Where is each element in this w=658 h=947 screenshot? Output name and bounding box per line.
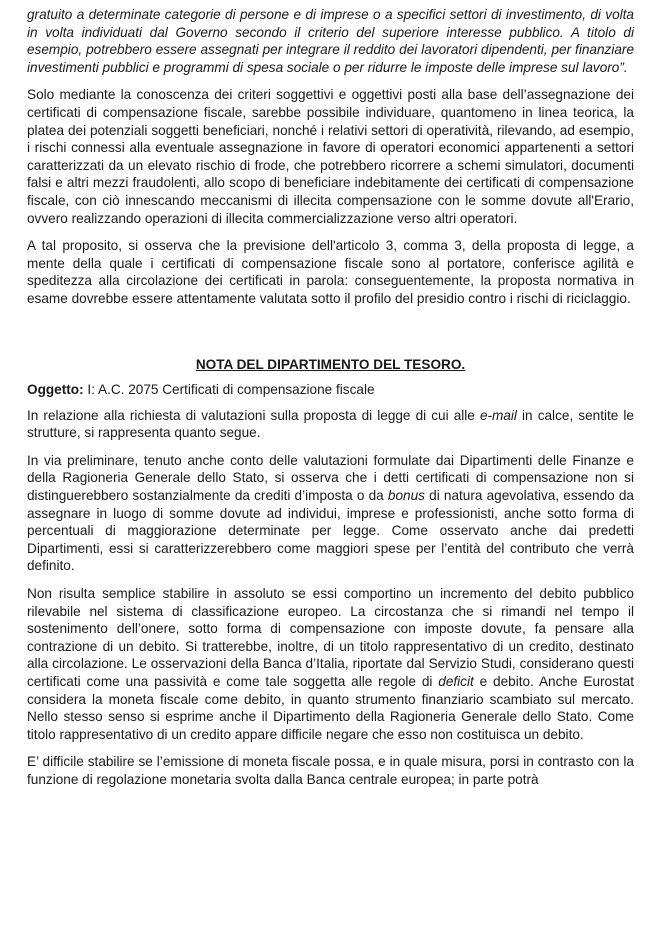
note-title: NOTA DEL DIPARTIMENTO DEL TESORO. [195, 356, 466, 372]
paragraph-public-debt-part-2: e debito. Anche Eurostat considera la moneta fiscale come debito, in quanto strumento finanziario scambiato sul mercato. Nello stesso senso si esprime anche il Dipartimento della Ragioneria Generale dello Stato. Come titolo rappresentativo di un credito appare difficile negare che esso non costituisca un debito. [27, 674, 634, 742]
paragraph-public-debt-part-1: Non risulta semplice stabilire in assoluto se essi comportino un incremento del debito pubblico rilevabile nel sistema di classificazione europeo. La circostanza che si rimandi nel tempo il sostenimento dell’onere, sotto forma di compensazione con imposte dovute, fa pensare alla contrazione di un debito. Si tratterebbe, inoltre, di un titolo rappresentativo di un credito, destinato alla circolazione. Le osservazioni della Banca d’Italia, riportate dal Servizio Studi, considerano questi certificati come una passività e come tale soggetta alle regole di [27, 586, 634, 689]
paragraph-request-email: e-mail [479, 407, 517, 423]
paragraph-request-part-2: in calce, sentite le strutture, si rappresenta quanto segue. [27, 407, 634, 441]
paragraph-request-part-1: In relazione alla richiesta di valutazioni sulla proposta di legge di cui alle [27, 407, 480, 423]
paragraph-preliminary [27, 452, 634, 575]
paragraph-request [27, 407, 634, 442]
paragraph-public-debt-deficit: deficit [438, 674, 474, 689]
subject-label: Oggetto: [27, 382, 84, 398]
paragraph-preliminary-part-1: In via preliminare, tenuto anche conto delle valutazioni formulate dai Dipartimenti delle Finanze e della Ragioneria Generale dello Stato, si osserva che i detti certificati di compensazione non si distinguerebbero sostanzialmente da crediti d’imposta o da [27, 452, 634, 504]
subject-line [27, 381, 634, 399]
subject-text: I: A.C. 2075 Certificati di compensazione fiscale [83, 382, 375, 398]
paragraph-criteria: Solo mediante la conoscenza dei criteri soggettivi e oggettivi posti alla base dell’assegnazione dei certificati di compensazione fiscale, sarebbe possibile individuare, quantomeno in linea teorica, la platea dei potenziali soggetti beneficiari, nonché i relativi settori di operatività, rilevando, ad esempio, i rischi connessi alla eventuale assegnazione in favore di operatori economici appartenenti a settori caratterizzati da un elevato rischio di frode, che potrebbero ricorrere a schemi simulatori, documenti falsi e altri mezzi fraudolenti, allo scopo di beneficiare indebitamente dei certificati di compensazione fiscale, con ciò innescando meccanismi di illecita compensazione con le somme dovute all'Erario, ovvero realizzando operazioni di illecita commercializzazione verso altri operatori. [27, 87, 634, 226]
section-gap [27, 318, 634, 356]
paragraph-preliminary-part-2: di natura agevolativa, essendo da assegnare in luogo di somme dovute ad individui, imprese e professionisti, anche sotto forma di percentuali di maggiorazione determinate per legge. Come osservato anche dai predetti Dipartimenti, essi si caratterizzerebbero come maggiori spese per l’entità del contributo che verrà definito. [27, 488, 634, 574]
paragraph-bearer-certificates: A tal proposito, si osserva che la previsione dell'articolo 3, comma 3, della proposta di legge, a mente della quale i certificati di compensazione fiscale sono al portatore, conferisce agilità e speditezza alla circolazione dei certificati in parola: conseguentemente, la proposta normativa in esame dovrebbe essere attentamente valutata sotto il profilo del presidio contro i rischi di riciclaggio. [27, 238, 634, 306]
paragraph-public-debt [27, 585, 634, 743]
quote-paragraph: gratuito a determinate categorie di persone e di imprese o a specifici settori di investimento, di volta in volta individuati dal Governo secondo il criterio del superiore interesse pubblico. A titolo di esempio, potrebbero essere assegnati per integrare il reddito dei lavoratori dipendenti, per finanziare investimenti pubblici e programmi di spesa sociale o per ridurre le imposte delle imprese sul lavoro”. [27, 7, 634, 75]
paragraph-monetary-policy: E’ difficile stabilire se l’emissione di moneta fiscale possa, e in quale misura, porsi in contrasto con la funzione di regolazione monetaria svolta dalla Banca centrale europea; in parte potrà [27, 754, 634, 787]
paragraph-preliminary-bonus: bonus [387, 488, 425, 504]
